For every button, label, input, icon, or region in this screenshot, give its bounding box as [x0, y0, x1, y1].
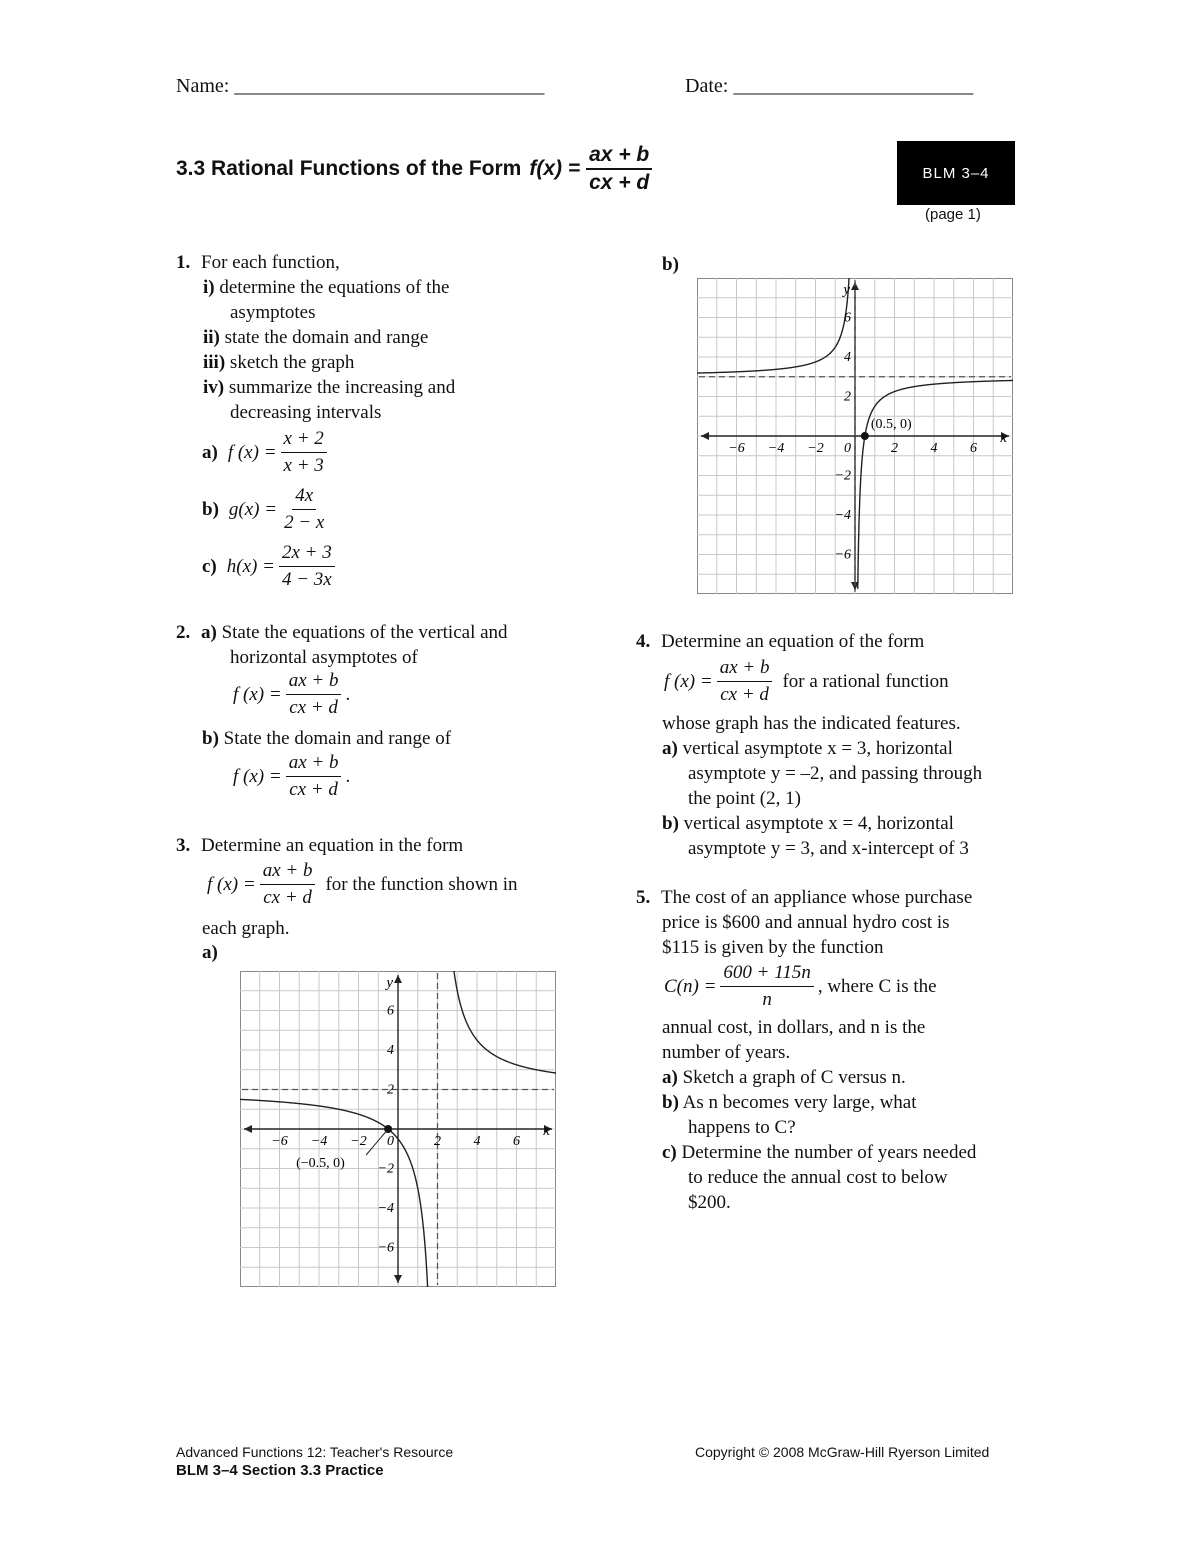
- graph-b: [697, 278, 1013, 594]
- q1-function-label: a): [202, 442, 218, 463]
- q2-formula-b: [233, 752, 350, 801]
- graph-a: [240, 971, 556, 1287]
- x-tick-label: 6: [970, 441, 977, 456]
- q1-number: 1.: [176, 252, 191, 273]
- y-tick-label: 2: [387, 1082, 394, 1098]
- q1: [176, 250, 455, 425]
- q4-b-line: vertical asymptote x = 4, horizontal: [683, 813, 954, 834]
- q5-line6: number of years.: [662, 1042, 791, 1063]
- q5-fraction: [720, 962, 813, 1011]
- y-tick-label: −2: [834, 468, 851, 484]
- q1-part-label: ii): [203, 327, 220, 348]
- q2-period: .: [345, 684, 351, 705]
- blm-badge: BLM 3–4: [897, 141, 1015, 205]
- q5-number: 5.: [636, 887, 651, 908]
- page-title: [176, 144, 656, 194]
- q2-number: 2.: [176, 622, 191, 643]
- q5-line: The cost of an appliance whose purchase: [661, 887, 973, 908]
- q1-function-fraction: [281, 485, 327, 534]
- q5-c-line: to reduce the annual cost to below: [688, 1167, 948, 1188]
- q1-function-label: b): [202, 499, 219, 520]
- q2-num: ax + b: [286, 670, 342, 695]
- q1-part-label: i): [203, 277, 215, 298]
- point-label: (0.5, 0): [870, 417, 912, 432]
- y-tick-label: −6: [834, 547, 851, 563]
- q1-part-text: sketch the graph: [229, 352, 355, 373]
- origin-label: 0: [387, 1134, 394, 1149]
- q5-line5: annual cost, in dollars, and n is the: [662, 1017, 926, 1038]
- name-field: [176, 74, 544, 99]
- q4-a-line: vertical asymptote x = 3, horizontal: [682, 738, 953, 759]
- q3-number: 3.: [176, 835, 191, 856]
- q3-b-label: b): [662, 254, 679, 275]
- q5-body: [662, 1015, 976, 1215]
- x-tick-label: 2: [434, 1134, 441, 1149]
- q4-line1: Determine an equation of the form: [661, 631, 925, 652]
- q1-function-a: [202, 428, 331, 477]
- q1-part-text: state the domain and range: [224, 327, 429, 348]
- x-tick-label: 2: [891, 441, 898, 456]
- x-tick-label: −4: [767, 441, 785, 456]
- q5-c-label: c): [662, 1142, 677, 1163]
- y-tick-label: 4: [844, 350, 851, 365]
- q4-b-line: asymptote y = 3, and x-intercept of 3: [688, 838, 969, 859]
- q1-function-fraction: [281, 428, 327, 477]
- q3-line1: Determine an equation in the form: [201, 835, 464, 856]
- y-tick-label: 2: [844, 389, 851, 405]
- q1-function-label: c): [202, 556, 217, 577]
- q5-c-line: $200.: [688, 1192, 731, 1213]
- q3-den: cx + d: [263, 887, 312, 908]
- q4-a-line: asymptote y = –2, and passing through: [688, 763, 983, 784]
- q5-b-line: As n becomes very large, what: [682, 1092, 917, 1113]
- q5-after: , where C is the: [817, 976, 937, 997]
- date-field: [685, 74, 973, 99]
- q3-a-label: a): [202, 942, 218, 963]
- q1-part-label: iii): [203, 352, 226, 373]
- q5-b-line: happens to C?: [688, 1117, 796, 1138]
- x-tick-label: 6: [513, 1134, 520, 1149]
- q3-line3: each graph.: [202, 918, 290, 939]
- q5-c-line: Determine the number of years needed: [681, 1142, 977, 1163]
- date-blank: ________________________: [733, 75, 974, 97]
- footer-left: [176, 1444, 453, 1479]
- q1-intro: For each function,: [201, 252, 340, 273]
- q2-fraction: [286, 670, 342, 719]
- q1-function-fraction: [279, 542, 335, 591]
- q4-lhs: f (x) =: [664, 671, 713, 692]
- q1-function-den: 4 − 3x: [281, 569, 332, 590]
- q4-fraction: [717, 657, 773, 706]
- q1-part-text: decreasing intervals: [230, 402, 382, 423]
- x-tick-label: 4: [930, 441, 938, 456]
- q3-formula: [207, 860, 518, 909]
- date-label: Date:: [685, 75, 729, 97]
- q5-lhs: C(n) =: [664, 976, 717, 997]
- q3-num: ax + b: [260, 860, 316, 885]
- q1-function-c: [202, 542, 339, 591]
- q1-function-num: 2x + 3: [279, 542, 335, 567]
- q1-part-text: determine the equations of the: [219, 277, 450, 298]
- q5-a-text: Sketch a graph of C versus n.: [682, 1067, 906, 1088]
- x-tick-label: −4: [310, 1134, 328, 1149]
- name-blank: _______________________________: [234, 75, 545, 97]
- q3-fraction: [260, 860, 316, 909]
- q2-fraction: [286, 752, 342, 801]
- q4-intro: [636, 629, 924, 654]
- title-text: 3.3 Rational Functions of the Form: [176, 157, 522, 180]
- title-fraction: [586, 144, 652, 194]
- x-tick-label: −2: [807, 441, 824, 456]
- point-label: (−0.5, 0): [296, 1156, 345, 1171]
- x-tick-label: −6: [271, 1134, 288, 1149]
- q2-period: .: [345, 766, 351, 787]
- y-tick-label: −6: [377, 1240, 394, 1256]
- footer-section: BLM 3–4 Section 3.3 Practice: [176, 1462, 384, 1479]
- x-tick-label: −2: [350, 1134, 367, 1149]
- page-number: (page 1): [925, 206, 981, 223]
- y-tick-label: 6: [387, 1003, 394, 1019]
- q4-num: ax + b: [717, 657, 773, 682]
- y-tick-label: −4: [377, 1201, 394, 1216]
- q4-line3: whose graph has the indicated features.: [662, 713, 961, 734]
- q2-lhs: f (x) =: [233, 684, 282, 705]
- q1-function-lhs: g(x) =: [228, 499, 278, 520]
- q4-a-label: a): [662, 738, 678, 759]
- q4-formula: [664, 657, 949, 706]
- origin-label: 0: [844, 441, 851, 456]
- q1-function-lhs: f (x) =: [227, 442, 277, 463]
- y-axis-label: y: [386, 975, 393, 991]
- q2-den: cx + d: [289, 697, 338, 718]
- q1-function-den: 2 − x: [284, 512, 325, 533]
- q3-after: for the function shown in: [325, 874, 518, 895]
- q1-part-label: iv): [203, 377, 225, 398]
- q1-function-num: 4x: [292, 485, 316, 510]
- q4-den: cx + d: [720, 684, 769, 705]
- q2-b-label: b): [202, 728, 219, 749]
- q4-body: [662, 711, 982, 861]
- name-label: Name:: [176, 75, 230, 97]
- title-denominator: cx + d: [589, 171, 650, 194]
- x-axis-label: x: [1000, 430, 1007, 446]
- footer-source: Advanced Functions 12: Teacher's Resource: [176, 1444, 454, 1460]
- q3-lhs: f (x) =: [207, 874, 256, 895]
- title-numerator: ax + b: [586, 144, 652, 170]
- y-tick-label: −4: [834, 508, 851, 523]
- q1-function-num: x + 2: [281, 428, 327, 453]
- q2-b: [202, 726, 451, 751]
- q1-function-lhs: h(x) =: [226, 556, 275, 577]
- footer-copyright: Copyright © 2008 McGraw-Hill Ryerson Limited: [695, 1444, 990, 1460]
- q4-after: for a rational function: [782, 671, 949, 692]
- q5-intro: [636, 885, 972, 960]
- q3-intro: [176, 833, 463, 858]
- q2-lhs: f (x) =: [233, 766, 282, 787]
- q5-formula: [664, 962, 937, 1011]
- q2-num: ax + b: [286, 752, 342, 777]
- q5-den: n: [762, 989, 772, 1010]
- q4-number: 4.: [636, 631, 651, 652]
- q4-b-label: b): [662, 813, 679, 834]
- q5-line: price is $600 and annual hydro cost is: [662, 912, 950, 933]
- y-tick-label: 6: [844, 310, 851, 326]
- title-lhs: f(x) =: [529, 157, 581, 180]
- q1-part-text: summarize the increasing and: [228, 377, 456, 398]
- intercept-point: [861, 432, 869, 440]
- x-axis-label: x: [543, 1123, 550, 1139]
- q5-line: $115 is given by the function: [662, 937, 884, 958]
- x-tick-label: −6: [728, 441, 745, 456]
- q2-den: cx + d: [289, 779, 338, 800]
- y-tick-label: −2: [377, 1161, 394, 1177]
- q1-part-text: asymptotes: [230, 302, 316, 323]
- q1-function-den: x + 3: [283, 455, 324, 476]
- q2-a-line2: horizontal asymptotes of: [230, 647, 418, 668]
- y-axis-label: y: [843, 282, 850, 298]
- q2-a-line1: State the equations of the vertical and: [221, 622, 508, 643]
- q5-num: 600 + 115n: [720, 962, 813, 987]
- q1-function-b: [202, 485, 331, 534]
- x-tick-label: 4: [473, 1134, 481, 1149]
- q2: [176, 620, 508, 670]
- q4-a-line: the point (2, 1): [688, 788, 801, 809]
- q2-formula-a: [233, 670, 350, 719]
- q5-a-label: a): [662, 1067, 678, 1088]
- y-tick-label: 4: [387, 1043, 394, 1058]
- q2-a-label: a): [201, 622, 217, 643]
- q5-b-label: b): [662, 1092, 679, 1113]
- q2-b-line1: State the domain and range of: [223, 728, 452, 749]
